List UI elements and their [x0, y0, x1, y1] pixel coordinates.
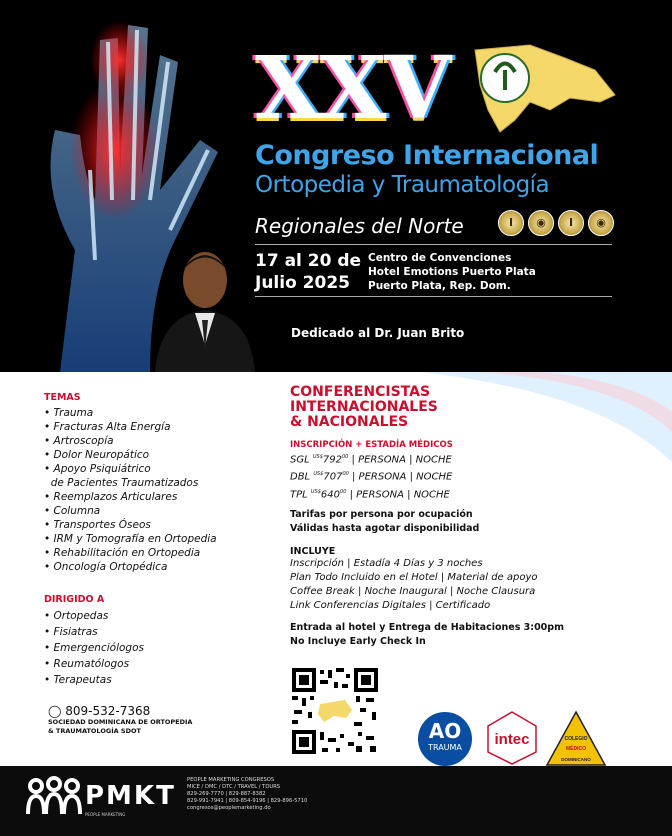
list-item: • Apoyo Psiquiátrico	[44, 462, 217, 476]
list-item: • Reumatólogos	[44, 656, 217, 672]
price-amount: 707	[323, 471, 343, 483]
includes-item: Plan Todo Incluido en el Hotel | Material de apoyo	[290, 571, 538, 583]
people-icon	[26, 776, 82, 816]
price-unit: | PERSONA | NOCHE	[352, 471, 453, 483]
includes-item: Inscripción | Estadía 4 Días y 3 noches	[290, 557, 483, 569]
header-banner	[0, 0, 672, 372]
colegio-text: DOMINICANO	[561, 757, 591, 762]
dates-line: 17 al 20 de	[255, 251, 362, 271]
list-item: • Fracturas Alta Energía	[44, 420, 217, 434]
list-item: • Terapeutas	[44, 672, 217, 688]
whatsapp-icon: ◯	[48, 704, 62, 718]
speakers-heading	[290, 385, 660, 430]
sponsor-seals	[498, 210, 614, 236]
subtitle-regionales: Regionales del Norte	[255, 214, 464, 238]
dates-line: Julio 2025	[255, 273, 350, 293]
price-unit: | PERSONA | NOCHE	[349, 488, 450, 500]
qr-code[interactable]	[290, 666, 380, 756]
currency: US$	[313, 471, 324, 478]
room-type: DBL	[290, 471, 311, 483]
event-dates	[255, 250, 361, 294]
edition-number: XXV	[255, 38, 450, 139]
list-item: • Fisiatras	[44, 624, 217, 640]
footer-line[interactable]: congresos@peoplemarketing.do	[187, 805, 271, 811]
intec-text: intec	[494, 731, 530, 748]
price-list	[290, 450, 660, 502]
phone[interactable]	[48, 704, 150, 718]
ao-subtext: TRAUMA	[428, 743, 462, 752]
list-item: • Columna	[44, 504, 217, 518]
room-type: SGL	[290, 454, 310, 466]
list-item: • Rehabilitación en Ortopedia	[44, 546, 217, 560]
note-line: Tarifas por persona por ocupación	[290, 508, 473, 520]
venue-line: Centro de Convenciones	[368, 252, 512, 264]
venue-line: Hotel Emotions Puerto Plata	[368, 266, 536, 278]
dominican-republic-map-logo	[470, 40, 620, 140]
divider	[255, 244, 612, 245]
includes-item: Coffee Break | Noche Inaugural | Noche Clausura	[290, 585, 536, 597]
note-line: Válidas hasta agotar disponibilidad	[290, 522, 480, 534]
includes-title: INCLUYE	[290, 545, 336, 557]
heading-line: CONFERENCISTAS	[290, 384, 431, 400]
list-item: • Emergenciólogos	[44, 640, 217, 656]
seal-icon: I	[498, 210, 524, 236]
heading-line: INTERNACIONALES	[290, 399, 438, 415]
list-item: de Pacientes Traumatizados	[50, 477, 199, 489]
dirigido-list	[44, 608, 217, 688]
price-cents: 00	[342, 471, 349, 478]
temas-list	[44, 406, 217, 574]
list-item: • Dolor Neuropático	[44, 448, 217, 462]
footer-line: 829-991-7941 | 809-854-9196 | 829-896-5710	[187, 798, 308, 804]
society-name	[48, 718, 192, 736]
price-unit: | PERSONA | NOCHE	[351, 454, 452, 466]
pmkt-subtitle: PEOPLE MARKETING	[85, 812, 126, 817]
list-item: • Reemplazos Articulares	[44, 490, 217, 504]
right-column	[290, 385, 660, 649]
colegio-text: COLEGIO	[564, 736, 588, 742]
list-item: • IRM y Tomografía en Ortopedia	[44, 532, 217, 546]
list-item: • Ortopedas	[44, 608, 217, 624]
society-line: SOCIEDAD DOMINICANA DE ORTOPEDIA	[48, 718, 193, 726]
colegio-medico-logo	[545, 710, 607, 768]
checkin-line: Entrada al hotel y Entrega de Habitaciones 3:00pm	[290, 621, 564, 633]
footer-info	[187, 777, 307, 812]
seal-icon: ◉	[528, 210, 554, 236]
currency: US$	[312, 454, 323, 460]
venue-line: Puerto Plata, Rep. Dom.	[368, 280, 511, 292]
heading-line: & NACIONALES	[290, 414, 409, 430]
intec-logo	[484, 710, 540, 766]
phone-number: 809-532-7368	[65, 704, 151, 718]
list-item: • Artroscopía	[44, 434, 217, 448]
price-row	[290, 485, 660, 502]
price-row	[290, 467, 660, 484]
left-column	[44, 392, 217, 688]
includes-item: Link Conferencias Digitales | Certificado	[290, 599, 491, 611]
dirigido-title: DIRIGIDO A	[44, 594, 105, 605]
list-item: • Trauma	[44, 406, 217, 420]
seal-icon: ◉	[588, 210, 614, 236]
room-type: TPL	[290, 488, 308, 500]
ao-text: AO	[428, 719, 462, 743]
footer-line: PEOPLE MARKETING CONGRESOS	[187, 777, 275, 783]
price-amount: 640	[320, 488, 341, 500]
venue	[368, 251, 536, 293]
colegio-text: MÉDICO	[566, 746, 586, 752]
society-line: & TRAUMATOLOGÍA SDOT	[48, 727, 141, 735]
rates-note	[290, 508, 660, 536]
dedication: Dedicado al Dr. Juan Brito	[291, 326, 465, 340]
checkin-note	[290, 621, 660, 649]
title-specialty: Ortopedia y Traumatología	[255, 172, 550, 198]
title-congreso: Congreso Internacional	[255, 140, 599, 171]
price-amount: 792	[322, 454, 342, 466]
price-cents: 00	[340, 488, 347, 495]
price-cents: 00	[341, 454, 349, 460]
temas-title: TEMAS	[44, 392, 81, 403]
checkin-line: No Incluye Early Check In	[290, 635, 426, 647]
ao-trauma-logo	[418, 712, 472, 766]
pmkt-brand: PMKT	[85, 781, 176, 811]
footer-line: MICE / DMC / DTC / TRAVEL / TOURS	[187, 784, 281, 790]
seal-icon: I	[558, 210, 584, 236]
divider	[255, 296, 612, 297]
price-row	[290, 450, 660, 467]
includes-list	[290, 557, 660, 613]
registration-title: INSCRIPCIÓN + ESTADÍA MÉDICOS	[290, 440, 453, 450]
list-item: • Oncología Ortopédica	[44, 560, 217, 574]
doctor-photo	[150, 235, 260, 372]
list-item: • Transportes Óseos	[44, 518, 217, 532]
currency: US$	[310, 488, 321, 495]
footer-line: 829-269-7770 | 829-887-8382	[187, 791, 266, 797]
